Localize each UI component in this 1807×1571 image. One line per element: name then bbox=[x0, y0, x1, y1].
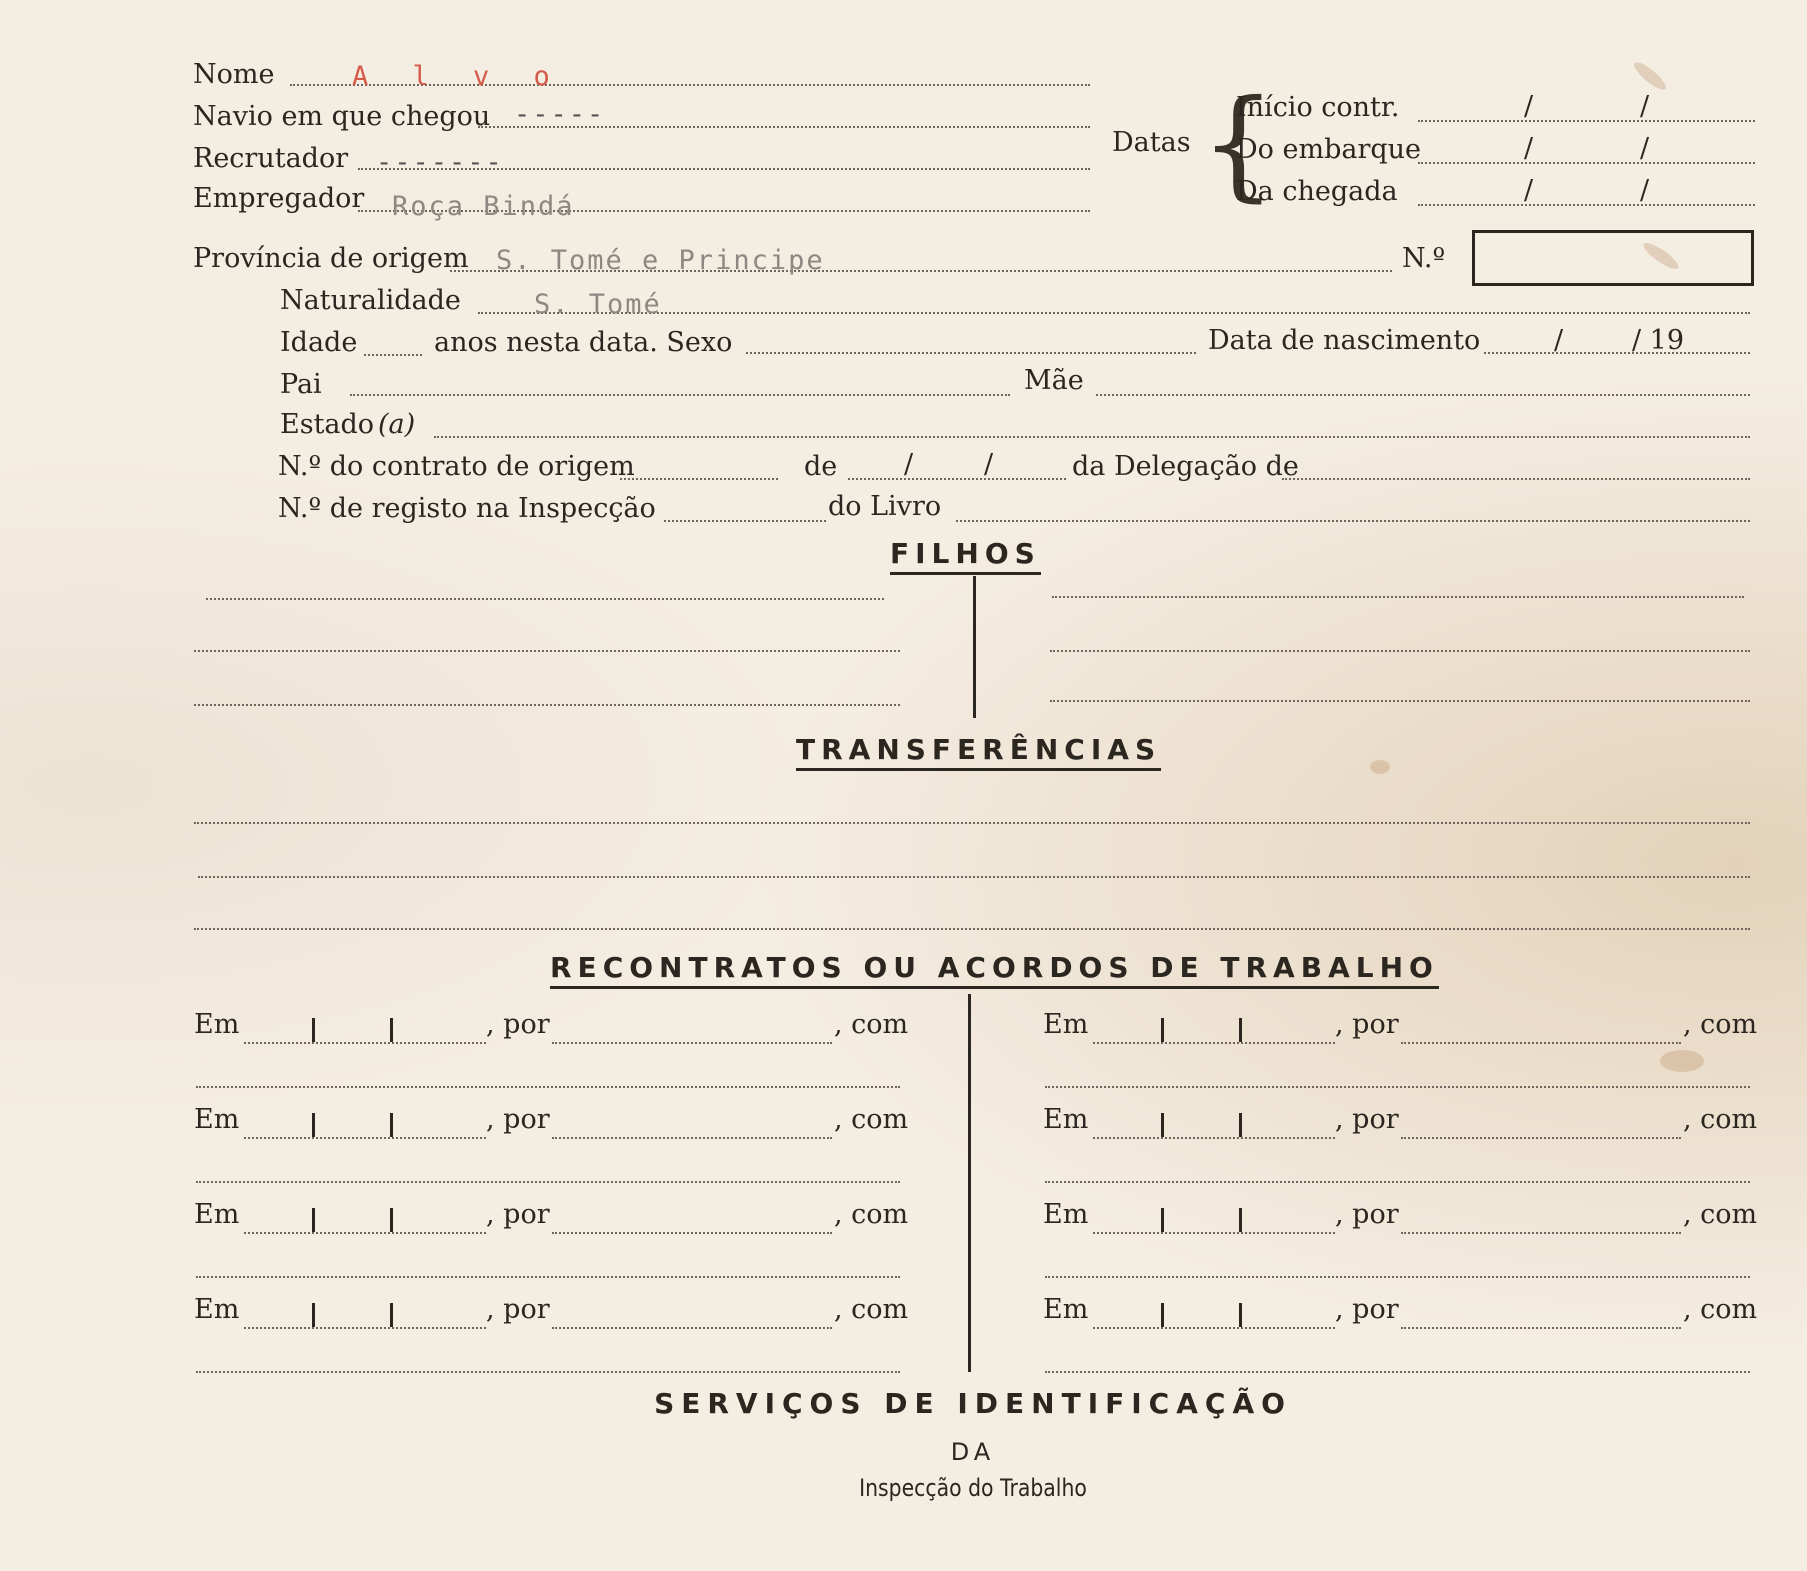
contract-por-label: , por bbox=[1335, 1104, 1399, 1135]
contract-por-line bbox=[552, 1327, 832, 1329]
registo-label: N.º de registo na Inspecção bbox=[278, 493, 656, 524]
contract-date-line bbox=[1093, 1232, 1335, 1234]
contract-date-separator bbox=[312, 1113, 315, 1137]
date-slash: / bbox=[1640, 133, 1650, 164]
transferencia-line bbox=[194, 928, 1750, 930]
paper-stain bbox=[1660, 1050, 1704, 1072]
date-slash: / bbox=[1524, 91, 1534, 122]
embarque-label: Do embarque bbox=[1236, 134, 1422, 165]
contract-em-label: Em bbox=[1043, 1199, 1089, 1230]
contract-date-line bbox=[1093, 1042, 1335, 1044]
naturalidade-label: Naturalidade bbox=[280, 285, 461, 316]
contract-por-line bbox=[552, 1137, 832, 1139]
date-slash: / bbox=[1554, 325, 1564, 356]
provincia-value: S. Tomé e Principe bbox=[496, 245, 825, 276]
anos-sexo-label: anos nesta data. Sexo bbox=[434, 327, 733, 358]
date-slash: / bbox=[904, 449, 914, 480]
contract-em-label: Em bbox=[1043, 1294, 1089, 1325]
filhos-heading: FILHOS bbox=[890, 538, 1041, 575]
pai-line bbox=[350, 394, 1010, 396]
recrutador-label: Recrutador bbox=[193, 143, 349, 174]
contract-com-label: , com bbox=[834, 1009, 909, 1040]
contract-por-line bbox=[552, 1232, 832, 1234]
contract-em-label: Em bbox=[1043, 1009, 1089, 1040]
transferencia-line bbox=[194, 822, 1750, 824]
idade-line bbox=[364, 354, 422, 356]
contract-por-label: , por bbox=[1335, 1294, 1399, 1325]
date-slash: / bbox=[1524, 133, 1534, 164]
estado-line bbox=[434, 436, 1750, 438]
numero-label: N.º bbox=[1402, 243, 1446, 274]
contract-por-line bbox=[552, 1042, 832, 1044]
nome-value: A l v o bbox=[352, 61, 564, 92]
contract-em-label: Em bbox=[194, 1104, 240, 1135]
contrato-label: N.º do contrato de origem bbox=[278, 451, 635, 482]
chegada-date-line bbox=[1418, 204, 1755, 206]
contract-date-separator bbox=[312, 1303, 315, 1327]
datas-brace: { bbox=[1200, 75, 1277, 214]
transferencia-line bbox=[198, 876, 1750, 878]
contract-detail-line bbox=[196, 1371, 900, 1373]
contract-por-label: , por bbox=[1335, 1009, 1399, 1040]
sexo-line bbox=[746, 352, 1196, 354]
navio-label: Navio em que chegou bbox=[193, 101, 491, 132]
contract-detail-line bbox=[1045, 1371, 1750, 1373]
contract-date-separator bbox=[390, 1113, 393, 1137]
contract-date-line bbox=[244, 1137, 486, 1139]
contract-date-separator bbox=[1239, 1303, 1242, 1327]
footer-title: SERVIÇOS DE IDENTIFICAÇÃO bbox=[654, 1387, 1292, 1420]
contract-detail-line bbox=[196, 1181, 900, 1183]
contract-por-label: , por bbox=[1335, 1199, 1399, 1230]
estado-note: (a) bbox=[378, 409, 416, 440]
chegada-label: Da chegada bbox=[1236, 176, 1398, 207]
contract-por-label: , por bbox=[486, 1294, 550, 1325]
contract-em-label: Em bbox=[194, 1009, 240, 1040]
contract-com-label: , com bbox=[1683, 1294, 1758, 1325]
contract-em-label: Em bbox=[194, 1199, 240, 1230]
contract-date-line bbox=[1093, 1327, 1335, 1329]
embarque-date-line bbox=[1418, 162, 1755, 164]
provincia-label: Província de origem bbox=[193, 243, 469, 274]
delegacao-line bbox=[1282, 478, 1750, 480]
contract-com-label: , com bbox=[1683, 1009, 1758, 1040]
filhos-line bbox=[206, 598, 884, 600]
filhos-line bbox=[1050, 700, 1750, 702]
date-slash: / bbox=[984, 449, 994, 480]
contract-date-separator bbox=[1161, 1208, 1164, 1232]
contract-detail-line bbox=[1045, 1276, 1750, 1278]
pai-label: Pai bbox=[280, 369, 322, 400]
filhos-line bbox=[194, 704, 900, 706]
empregador-label: Empregador bbox=[193, 183, 365, 214]
nascimento-label: Data de nascimento bbox=[1208, 325, 1481, 356]
mae-line bbox=[1096, 394, 1750, 396]
date-slash: / bbox=[1640, 175, 1650, 206]
date-slash: / bbox=[1640, 91, 1650, 122]
contract-detail-line bbox=[196, 1086, 900, 1088]
contract-detail-line bbox=[196, 1276, 900, 1278]
contract-por-line bbox=[1401, 1042, 1681, 1044]
contract-date-separator bbox=[390, 1303, 393, 1327]
filhos-line bbox=[194, 650, 900, 652]
registo-line bbox=[664, 520, 826, 522]
contrato-line bbox=[620, 478, 778, 480]
contract-date-separator bbox=[1161, 1113, 1164, 1137]
year-prefix: / 19 bbox=[1632, 325, 1685, 356]
contract-date-separator bbox=[1239, 1113, 1242, 1137]
recrutador-value: ------- bbox=[376, 147, 504, 178]
contract-date-line bbox=[1093, 1137, 1335, 1139]
contract-date-line bbox=[244, 1232, 486, 1234]
de-label: de bbox=[804, 451, 838, 482]
livro-line bbox=[956, 520, 1750, 522]
contract-por-label: , por bbox=[486, 1199, 550, 1230]
contract-com-label: , com bbox=[834, 1104, 909, 1135]
contract-date-separator bbox=[1239, 1208, 1242, 1232]
contract-com-label: , com bbox=[834, 1199, 909, 1230]
navio-value: ----- bbox=[514, 99, 606, 130]
contract-date-separator bbox=[390, 1018, 393, 1042]
contract-date-separator bbox=[312, 1208, 315, 1232]
contract-por-line bbox=[1401, 1137, 1681, 1139]
contract-por-label: , por bbox=[486, 1009, 550, 1040]
recontratos-divider bbox=[968, 994, 971, 1372]
datas-label: Datas bbox=[1112, 127, 1191, 158]
contract-com-label: , com bbox=[1683, 1199, 1758, 1230]
contract-detail-line bbox=[1045, 1181, 1750, 1183]
date-slash: / bbox=[1524, 175, 1534, 206]
filhos-line bbox=[1052, 596, 1744, 598]
contract-em-label: Em bbox=[194, 1294, 240, 1325]
empregador-value: Roça Bindá bbox=[392, 191, 575, 222]
contract-date-line bbox=[244, 1042, 486, 1044]
contract-date-separator bbox=[390, 1208, 393, 1232]
livro-label: do Livro bbox=[828, 491, 942, 522]
contrato-date-line bbox=[848, 478, 1066, 480]
contract-com-label: , com bbox=[834, 1294, 909, 1325]
naturalidade-value: S. Tomé bbox=[534, 289, 662, 320]
estado-label: Estado bbox=[280, 409, 375, 440]
nascimento-line bbox=[1484, 352, 1750, 354]
footer-da: DA bbox=[950, 1438, 996, 1466]
contract-date-separator bbox=[1239, 1018, 1242, 1042]
transferencias-heading: TRANSFERÊNCIAS bbox=[796, 734, 1161, 771]
nome-label: Nome bbox=[193, 59, 275, 90]
filhos-line bbox=[1050, 650, 1750, 652]
contract-date-separator bbox=[312, 1018, 315, 1042]
contract-date-separator bbox=[1161, 1303, 1164, 1327]
contract-com-label: , com bbox=[1683, 1104, 1758, 1135]
contract-date-separator bbox=[1161, 1018, 1164, 1042]
filhos-divider bbox=[973, 576, 976, 718]
inicio-date-line bbox=[1418, 120, 1755, 122]
footer-inspeccao: Inspecção do Trabalho bbox=[859, 1474, 1087, 1502]
paper-stain bbox=[1631, 59, 1669, 94]
contract-detail-line bbox=[1045, 1086, 1750, 1088]
contract-por-line bbox=[1401, 1232, 1681, 1234]
contract-por-line bbox=[1401, 1327, 1681, 1329]
mae-label: Mãe bbox=[1024, 365, 1084, 396]
contract-em-label: Em bbox=[1043, 1104, 1089, 1135]
idade-label: Idade bbox=[280, 327, 358, 358]
delegacao-label: da Delegação de bbox=[1072, 451, 1299, 482]
contract-por-label: , por bbox=[486, 1104, 550, 1135]
naturalidade-line bbox=[478, 312, 1750, 314]
contract-date-line bbox=[244, 1327, 486, 1329]
paper-stain bbox=[1370, 760, 1390, 774]
numero-box bbox=[1472, 230, 1754, 286]
inicio-label: Início contr. bbox=[1236, 92, 1400, 123]
recontratos-heading: RECONTRATOS OU ACORDOS DE TRABALHO bbox=[550, 952, 1439, 989]
